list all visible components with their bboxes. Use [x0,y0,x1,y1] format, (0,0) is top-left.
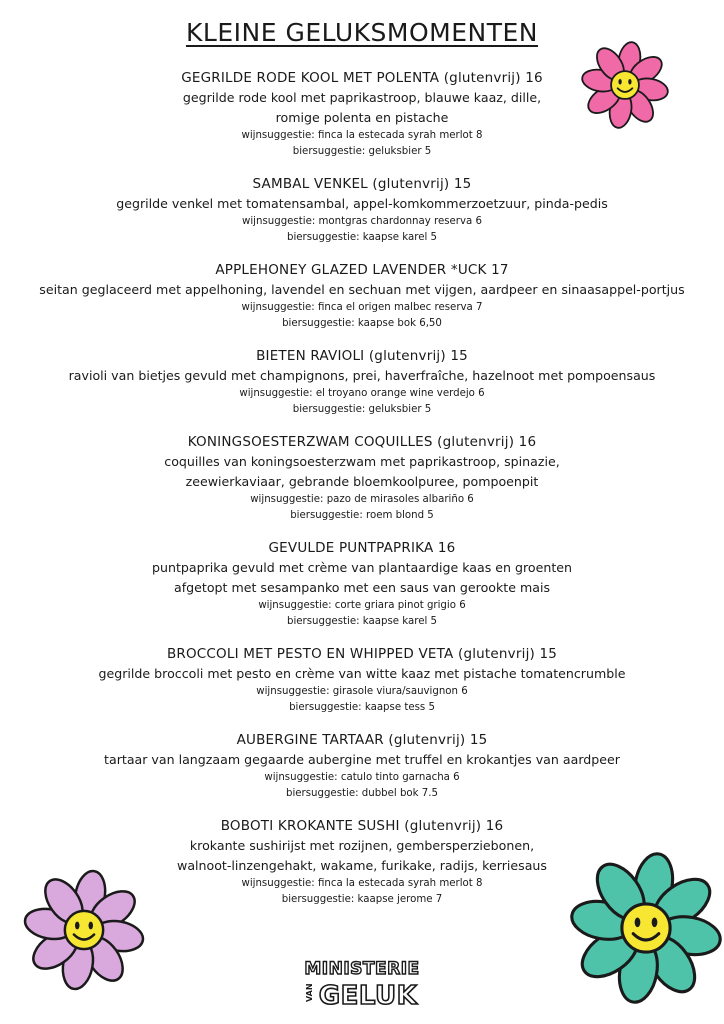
beer-suggestion: biersuggestie: geluksbier 5 [292,404,432,415]
wine-suggestion: wijnsuggestie: montgras chardonnay reserva 6 [242,216,482,227]
wine-suggestion: wijnsuggestie: finca la estecada syrah merlot 8 [241,878,483,889]
wine-suggestion: wijnsuggestie: el troyano orange wine verdejo 6 [239,388,485,399]
beer-suggestion: biersuggestie: dubbel bok 7.5 [285,788,439,799]
smiley-eye [75,922,80,930]
dish-title: GEVULDE PUNTPAPRIKA 16 [268,540,456,556]
dish-description: afgetopt met sesampanko met een saus van gerookte mais [173,580,551,595]
beer-suggestion: biersuggestie: kaapse bok 6,50 [282,318,442,329]
dish-title: APPLEHONEY GLAZED LAVENDER *UCK 17 [215,262,509,278]
flower-bottom-right-icon [568,850,724,1006]
smiley-eye [89,922,94,930]
dish [0,538,724,630]
dish-title: BROCCOLI MET PESTO EN WHIPPED VETA (glutenvrij) 15 [166,646,558,662]
dish [0,432,724,524]
page-title: KLEINE GELUKSMOMENTEN [186,18,538,47]
smiley-eye [652,918,658,928]
dish-title: SAMBAL VENKEL (glutenvrij) 15 [252,176,472,192]
dish-description: gegrilde rode kool met paprikastroop, blauwe kaaz, dille, [182,90,542,105]
beer-suggestion: biersuggestie: kaapse jerome 7 [281,894,443,905]
beer-suggestion: biersuggestie: kaapse karel 5 [286,232,438,243]
beer-suggestion: biersuggestie: geluksbier 5 [292,146,432,157]
smiley-eye [618,79,621,85]
dish-title: GEGRILDE RODE KOOL MET POLENTA (glutenvrij) 16 [181,70,543,86]
ministerie-van-geluk-logo [300,952,424,1010]
dish [0,730,724,802]
dish-description: walnoot-linzengehakt, wakame, furikake, radijs, kerriesaus [177,858,547,873]
beer-suggestion: biersuggestie: roem blond 5 [290,510,434,521]
smiley-eye [635,918,641,928]
dish-description: coquilles van koningsoesterzwam met paprikastroop, spinazie, [164,454,560,469]
dish-title: KONINGSOESTERZWAM COQUILLES (glutenvrij) 16 [187,434,537,450]
wine-suggestion: wijnsuggestie: finca la estecada syrah merlot 8 [241,130,483,141]
dish-title: AUBERGINE TARTAAR (glutenvrij) 15 [236,732,488,748]
logo-bottom-text: GELUK [318,981,418,1010]
flower-center [65,911,103,949]
dish-description: zeewierkaviaar, gebrande bloemkoolpuree, pompoenpit [185,474,539,489]
dish-title: BOBOTI KROKANTE SUSHI (glutenvrij) 16 [220,818,504,834]
dish [0,260,724,332]
dish-description: krokante sushirijst met rozijnen, gembersperziebonen, [189,838,535,853]
dish-description: ravioli van bietjes gevuld met champignons, prei, haverfraîche, hazelnoot met pompoensaus [68,368,656,383]
beer-suggestion: biersuggestie: kaapse tess 5 [289,702,435,713]
dish [0,174,724,246]
dish [0,644,724,716]
menu-list [0,68,724,922]
flower-top-right-icon [580,28,670,142]
dish-description: gegrilde broccoli met pesto en crème van witte kaaz met pistache tomatencrumble [98,666,626,681]
dish-title: BIETEN RAVIOLI (glutenvrij) 15 [256,348,468,364]
wine-suggestion: wijnsuggestie: finca el origen malbec reserva 7 [241,302,483,313]
dish-description: tartaar van langzaam gegaarde aubergine met truffel en krokantjes van aardpeer [104,752,620,767]
smiley-eye [628,79,631,85]
dish-description: seitan geglaceerd met appelhoning, lavendel en sechuan met vijgen, aardpeer en sinaasappel-portjus [39,282,685,297]
flower-center [622,904,670,952]
dish-description: romige polenta en pistache [275,110,449,125]
wine-suggestion: wijnsuggestie: pazo de mirasoles albariño 6 [250,494,474,505]
beer-suggestion: biersuggestie: kaapse karel 5 [286,616,438,627]
wine-suggestion: wijnsuggestie: girasole viura/sauvignon 6 [256,686,468,697]
flower-bottom-left-icon [22,864,146,996]
wine-suggestion: wijnsuggestie: catulo tinto garnacha 6 [264,772,460,783]
dish [0,346,724,418]
logo-side-text: VAN [305,983,314,1002]
wine-suggestion: wijnsuggestie: corte griara pinot grigio 6 [258,600,466,611]
flower-center [611,71,639,99]
dish-description: gegrilde venkel met tomatensambal, appel-komkommerzoetzuur, pinda-pedis [116,196,608,211]
logo-top-text: MINISTERIE [304,959,420,979]
dish-description: puntpaprika gevuld met crème van plantaardige kaas en groenten [151,560,572,575]
